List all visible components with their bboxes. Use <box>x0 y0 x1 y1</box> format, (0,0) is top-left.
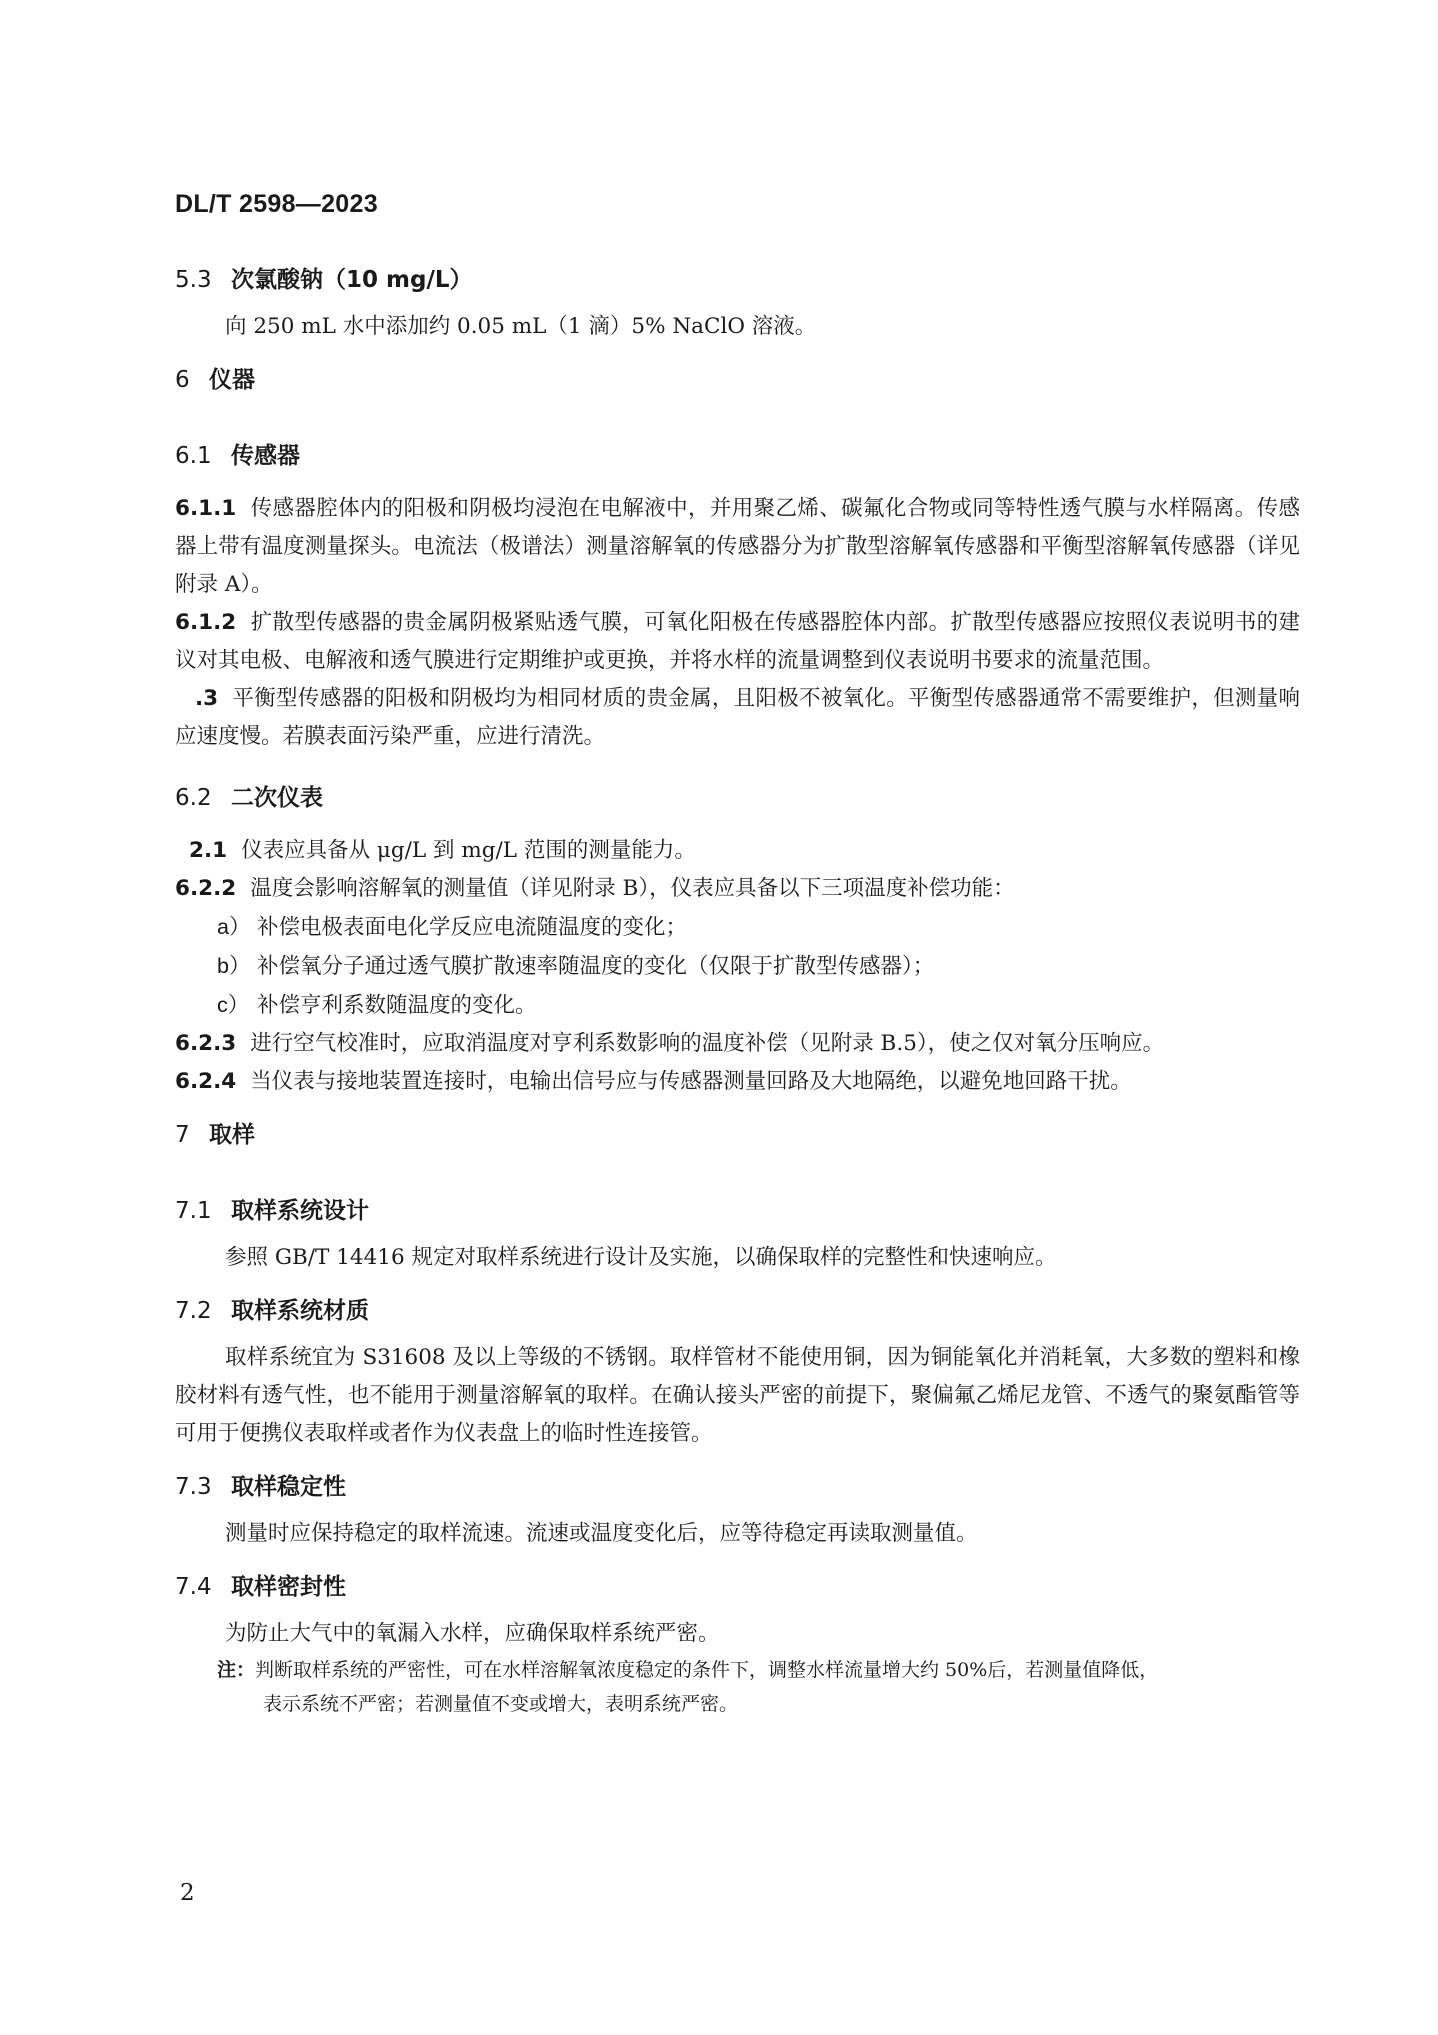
heading-7-1 <box>175 1193 1300 1229</box>
paragraph-6-2-2 <box>175 870 1300 908</box>
heading-title: 二次仪表 <box>231 785 323 811</box>
heading-title: 次氯酸钠（10 mg/L） <box>231 267 473 293</box>
paragraph-6-2-4 <box>175 1063 1300 1101</box>
heading-6-1 <box>175 438 1300 474</box>
heading-7-4 <box>175 1569 1300 1605</box>
clause-text: 平衡型传感器的阳极和阴极均为相同材质的贵金属，且阳极不被氧化。平衡型传感器通常不需要维护，但测量响应速度慢。若膜表面污染严重，应进行清洗。 <box>175 686 1300 749</box>
page-content <box>175 262 1300 1721</box>
standard-number: DL/T 2598—2023 <box>175 190 378 218</box>
list-label: a） <box>217 915 251 939</box>
heading-6 <box>175 362 1300 398</box>
paragraph-6-2-1 <box>175 832 1300 870</box>
heading-5-3 <box>175 262 1300 298</box>
heading-title: 仪器 <box>209 367 255 393</box>
clause-number: 2.1 <box>189 838 228 863</box>
heading-number: 6 <box>175 367 190 393</box>
list-item-c <box>175 986 1300 1025</box>
clause-text: 仪表应具备从 μg/L 到 mg/L 范围的测量能力。 <box>241 838 696 863</box>
heading-title: 取样系统设计 <box>231 1198 369 1224</box>
heading-title: 传感器 <box>231 443 300 469</box>
heading-number: 5.3 <box>175 267 212 293</box>
list-label: c） <box>217 993 250 1017</box>
heading-number: 7.3 <box>175 1474 212 1500</box>
clause-text: 扩散型传感器的贵金属阴极紧贴透气膜，可氧化阳极在传感器腔体内部。扩散型传感器应按照仪表说明书的建议对其电极、电解液和透气膜进行定期维护或更换，并将水样的流量调整到仪表说明书要求的流量范围。 <box>175 610 1300 673</box>
heading-number: 7.2 <box>175 1298 212 1324</box>
list-text: 补偿电极表面电化学反应电流随温度的变化； <box>257 915 688 940</box>
heading-title: 取样 <box>209 1122 255 1148</box>
paragraph-7-2: 取样系统宜为 S31608 及以上等级的不锈钢。取样管材不能使用铜，因为铜能氧化并消耗氧，大多数的塑料和橡胶材料有透气性，也不能用于测量溶解氧的取样。在确认接头严密的前提下，聚偏氟乙烯尼龙管、不透气的聚氨酯管等可用于便携仪表取样或者作为仪表盘上的临时性连接管。 <box>175 1345 1300 1446</box>
heading-title: 取样密封性 <box>231 1574 346 1600</box>
heading-number: 7.4 <box>175 1574 212 1600</box>
clause-number: 6.1.1 <box>175 496 237 521</box>
note-text: 判断取样系统的严密性，可在水样溶解氧浓度稳定的条件下，调整水样流量增大约 50%后，若测量值降低， <box>255 1659 1159 1681</box>
list-item-b <box>175 947 1300 986</box>
heading-7 <box>175 1117 1300 1153</box>
paragraph-7-1: 参照 GB/T 14416 规定对取样系统进行设计及实施，以确保取样的完整性和快速响应。 <box>225 1245 1057 1270</box>
heading-title: 取样系统材质 <box>231 1298 369 1324</box>
page-number: 2 <box>180 1880 195 1906</box>
heading-number: 6.2 <box>175 785 212 811</box>
clause-number: 6.2.2 <box>175 876 237 901</box>
clause-text: 当仪表与接地装置连接时，电输出信号应与传感器测量回路及大地隔绝，以避免地回路干扰。 <box>250 1069 1132 1094</box>
paragraph-6-1-3 <box>175 680 1300 756</box>
heading-number: 7 <box>175 1122 190 1148</box>
paragraph-6-1-1 <box>175 490 1300 604</box>
note-continuation: 表示系统不严密；若测量值不变或增大，表明系统严密。 <box>263 1693 739 1715</box>
paragraph-6-1-2 <box>175 604 1300 680</box>
paragraph-7-4: 为防止大气中的氧漏入水样，应确保取样系统严密。 <box>225 1621 720 1646</box>
paragraph-7-3: 测量时应保持稳定的取样流速。流速或温度变化后，应等待稳定再读取测量值。 <box>225 1521 978 1546</box>
heading-title: 取样稳定性 <box>231 1474 346 1500</box>
heading-number: 6.1 <box>175 443 212 469</box>
list-item-a <box>175 908 1300 947</box>
heading-7-2 <box>175 1293 1300 1329</box>
clause-text: 传感器腔体内的阳极和阴极均浸泡在电解液中，并用聚乙烯、碳氟化合物或同等特性透气膜与水样隔离。传感器上带有温度测量探头。电流法（极谱法）测量溶解氧的传感器分为扩散型溶解氧传感器和平衡型溶解氧传感器（详见附录 A）。 <box>175 496 1300 597</box>
list-text: 补偿亨利系数随温度的变化。 <box>257 993 537 1018</box>
note-label: 注： <box>217 1659 256 1681</box>
clause-number: 6.2.3 <box>175 1031 237 1056</box>
heading-6-2 <box>175 780 1300 816</box>
clause-number: .3 <box>195 686 219 711</box>
clause-number: 6.2.4 <box>175 1069 237 1094</box>
clause-text: 进行空气校准时，应取消温度对亨利系数影响的温度补偿（见附录 B.5），使之仅对氧分压响应。 <box>250 1031 1165 1056</box>
paragraph-5-3: 向 250 mL 水中添加约 0.05 mL（1 滴）5% NaClO 溶液。 <box>225 314 817 339</box>
heading-7-3 <box>175 1469 1300 1505</box>
clause-number: 6.1.2 <box>175 610 237 635</box>
heading-number: 7.1 <box>175 1198 212 1224</box>
paragraph-6-2-3 <box>175 1025 1300 1063</box>
clause-text: 温度会影响溶解氧的测量值（详见附录 B），仪表应具备以下三项温度补偿功能： <box>250 876 1015 901</box>
note <box>175 1653 1300 1687</box>
list-label: b） <box>217 954 251 978</box>
list-text: 补偿氧分子通过透气膜扩散速率随温度的变化（仅限于扩散型传感器）； <box>257 954 935 979</box>
